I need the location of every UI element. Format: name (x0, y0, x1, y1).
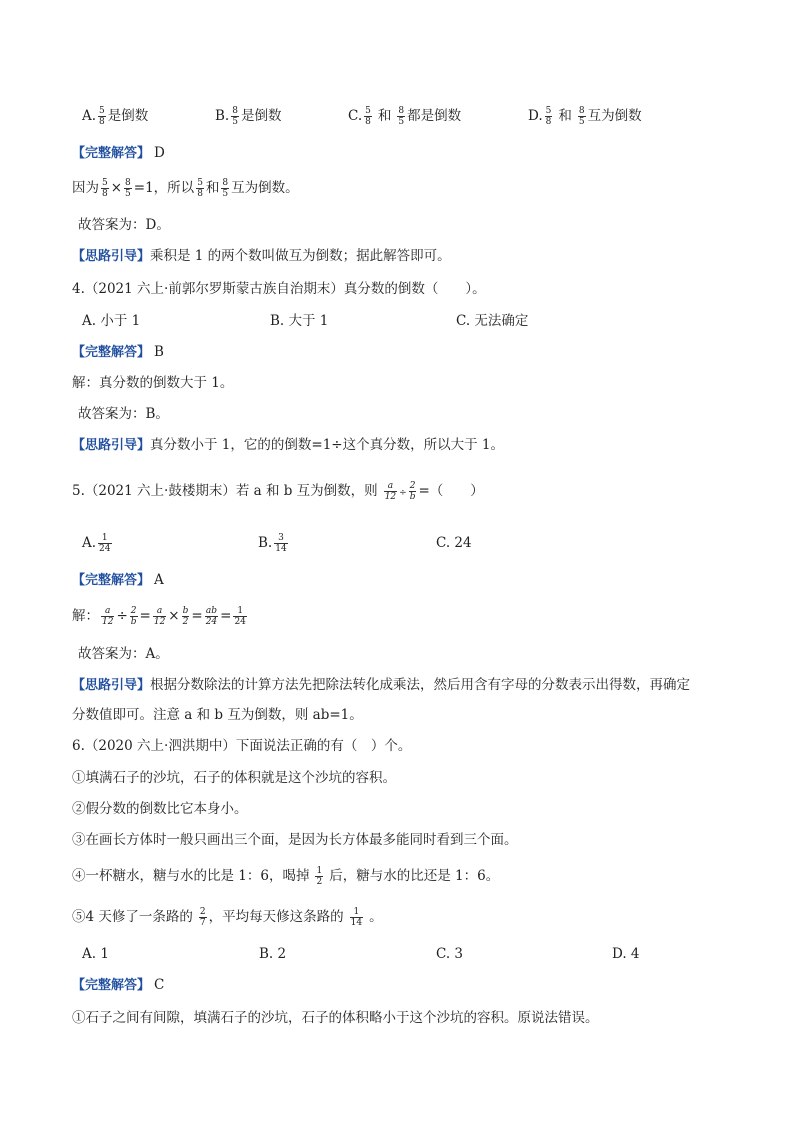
fraction: $\frac{1}{24}$ (99, 533, 111, 554)
answer-tag: 【完整解答】 (72, 345, 151, 360)
fraction: $\frac{a}{12}$ (102, 606, 114, 627)
fraction: $\frac{8}{5}$ (222, 178, 229, 199)
q4-guide: 【思路引导】真分数小于 1，它的的倒数=1÷这个真分数，所以大于 1。 (72, 437, 504, 453)
q6-explanation-1: ①石子之间有间隙，填满石子的沙坑，石子的体积略小于这个沙坑的容积。原说法错误。 (72, 1010, 599, 1026)
fraction: $\frac{1}{2}$ (316, 866, 323, 887)
q5-guide: 【思路引导】根据分数除法的计算方法先把除法转化成乘法，然后用含有字母的分数表示出得数，再确定 (72, 677, 691, 693)
option-d: D. $\frac{5}{8}$ 和 $\frac{8}{5}$ 互为倒数 (528, 106, 642, 127)
option-b: B. $\frac{8}{5}$ 是倒数 (215, 106, 282, 127)
q4-solution: 解：真分数的倒数大于 1。 (72, 375, 234, 391)
q6-option-d: D. 4 (612, 946, 640, 962)
q4-final-answer: 故答案为：B。 (78, 406, 169, 422)
q5-answer: 【完整解答】 A (72, 572, 164, 588)
answer-tag: 【完整解答】 (72, 146, 151, 161)
fraction: $\frac{8}{5}$ (398, 106, 405, 127)
q4-answer: 【完整解答】 B (72, 344, 164, 360)
q6-statement-1: ①填满石子的沙坑，石子的体积就是这个沙坑的容积。 (72, 770, 396, 786)
fraction: $\frac{1}{14}$ (350, 907, 363, 928)
fraction: $\frac{1}{24}$ (234, 606, 246, 627)
option-c: C. $\frac{5}{8}$ 和 $\frac{8}{5}$ 都是倒数 (348, 106, 462, 127)
guide-tag: 【思路引导】 (72, 438, 151, 453)
fraction: $\frac{5}{8}$ (99, 106, 105, 127)
fraction: $\frac{ab}{24}$ (205, 606, 218, 627)
q4-option-a: A. 小于 1 (82, 313, 141, 329)
fraction: $\frac{b}{2}$ (182, 606, 189, 627)
q6-option-b: B. 2 (259, 946, 287, 962)
fraction: $\frac{5}{8}$ (545, 106, 552, 127)
q3-final-answer: 故答案为：D。 (78, 217, 170, 233)
fraction: $\frac{3}{14}$ (275, 533, 287, 554)
q4-option-c: C. 无法确定 (456, 313, 529, 329)
fraction: $\frac{5}{8}$ (102, 178, 108, 199)
q6-option-c: C. 3 (436, 946, 464, 962)
q4-question: 4.（2021 六上·前郭尔罗斯蒙古族自治期末）真分数的倒数（ ）。 (72, 281, 486, 297)
q6-option-a: A. 1 (82, 946, 109, 962)
guide-tag: 【思路引导】 (72, 249, 151, 264)
q3-answer: 【完整解答】 D (72, 145, 165, 161)
q5-final-answer: 故答案为：A。 (78, 646, 169, 662)
fraction: $\frac{5}{8}$ (365, 106, 371, 127)
q5-question: 5.（2021 六上·鼓楼期末）若 a 和 b 互为倒数，则 $\frac{a}{12}$ ÷ $\frac{2}{b}$ =（ ） (72, 481, 484, 502)
q5-option-c: C. 24 (436, 535, 472, 551)
q5-option-b: B. $\frac{3}{14}$ (258, 533, 287, 554)
option-a: A. $\frac{5}{8}$ 是倒数 (82, 106, 149, 127)
q6-statement-2: ②假分数的倒数比它本身小。 (72, 801, 248, 817)
fraction: $\frac{8}{5}$ (232, 106, 238, 127)
fraction: $\frac{8}{5}$ (125, 178, 131, 199)
q6-statement-5: ⑤4 天修了一条路的 $\frac{2}{7}$ ，平均每天修这条路的 $\frac{1}{14}$ 。 (72, 907, 383, 928)
fraction: $\frac{a}{12}$ (384, 481, 397, 502)
q3-guide: 【思路引导】乘积是 1 的两个数叫做互为倒数；据此解答即可。 (72, 248, 451, 264)
fraction: $\frac{2}{b}$ (130, 606, 137, 627)
q5-solution: 解： $\frac{a}{12}$ ÷ $\frac{2}{b}$ = $\frac{a}{12}$ × $\frac{b}{2}$ = $\frac{ab}{24}$ = $\frac{1}{24}$ (72, 606, 246, 627)
fraction: $\frac{2}{7}$ (199, 907, 206, 928)
answer-tag: 【完整解答】 (72, 978, 151, 993)
q6-statement-4: ④一杯糖水，糖与水的比是 1：6，喝掉 $\frac{1}{2}$ 后，糖与水的比还是 1：6。 (72, 866, 500, 887)
q5-guide-continued: 分数值即可。注意 a 和 b 互为倒数，则 ab=1。 (72, 707, 363, 723)
fraction: $\frac{2}{b}$ (409, 481, 416, 502)
q3-explanation: 因为 $\frac{5}{8}$ × $\frac{8}{5}$ =1，所以 $\frac{5}{8}$ 和 $\frac{8}{5}$ 互为倒数。 (72, 178, 299, 199)
q6-question: 6.（2020 六上·泗洪期中）下面说法正确的有（ ）个。 (72, 738, 412, 754)
fraction: $\frac{8}{5}$ (578, 106, 585, 127)
fraction: $\frac{5}{8}$ (197, 178, 203, 199)
q4-option-b: B. 大于 1 (270, 313, 329, 329)
answer-tag: 【完整解答】 (72, 573, 151, 588)
guide-tag: 【思路引导】 (72, 678, 151, 693)
q6-statement-3: ③在画长方体时一般只画出三个面，是因为长方体最多能同时看到三个面。 (72, 832, 518, 848)
q6-answer: 【完整解答】 C (72, 977, 165, 993)
q5-option-a: A. $\frac{1}{24}$ (82, 533, 111, 554)
fraction: $\frac{a}{12}$ (153, 606, 166, 627)
